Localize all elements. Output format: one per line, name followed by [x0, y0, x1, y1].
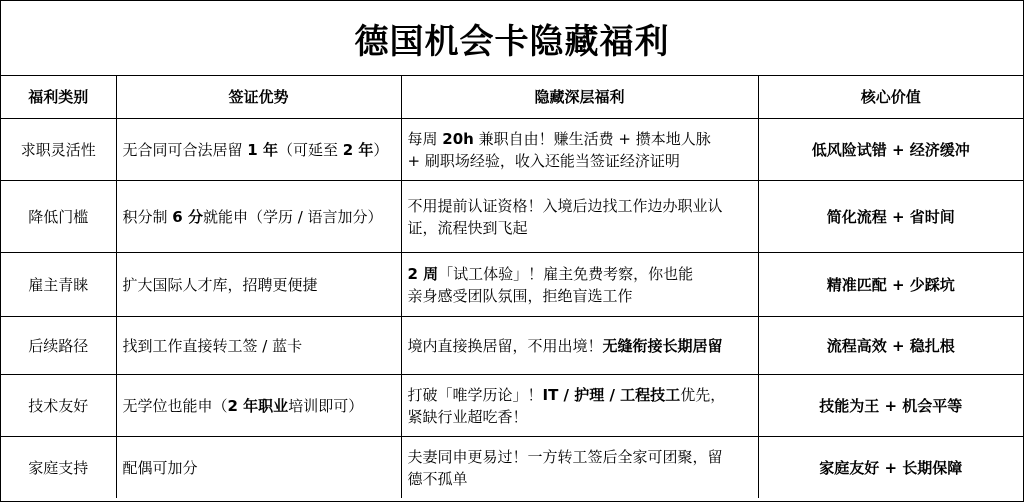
cell-hidden	[401, 317, 758, 375]
cell-hidden	[401, 437, 758, 499]
bold-text-segment: 20h	[442, 129, 474, 148]
bold-text-segment: 6 分	[172, 207, 203, 226]
text-segment: 亲身感受团队氛围，拒绝盲选工作	[407, 286, 633, 305]
bold-text-segment: 无缝衔接长期居留	[602, 336, 723, 355]
text-segment: 扩大国际人才库，招聘更便捷	[122, 275, 318, 294]
cell-core: 技能为王 + 机会平等	[758, 375, 1023, 437]
cell-type: 雇主青睐	[1, 253, 116, 317]
cell-advantage	[116, 181, 401, 253]
text-segment: 境内直接换居留，不用出境！	[407, 336, 603, 355]
cell-hidden	[401, 375, 758, 437]
cell-advantage	[116, 375, 401, 437]
header-hidden: 隐藏深层福利	[401, 76, 758, 119]
text-segment: 找到工作直接转工签 / 蓝卡	[122, 336, 303, 355]
cell-advantage	[116, 317, 401, 375]
table-row	[1, 119, 1023, 181]
table-header-row	[1, 76, 1023, 119]
cell-hidden	[401, 119, 758, 181]
header-core: 核心价值	[758, 76, 1023, 119]
text-segment: 每周	[407, 129, 443, 148]
text-segment: 积分制	[122, 207, 173, 226]
text-segment: 打破「唯学历论」！	[407, 385, 543, 404]
cell-type: 求职灵活性	[1, 119, 116, 181]
text-segment: 兼职自由！赚生活费 + 攒本地人脉	[473, 129, 711, 148]
table-row	[1, 437, 1023, 499]
cell-type: 家庭支持	[1, 437, 116, 499]
text-segment: 无学位也能申（	[122, 396, 228, 415]
text-segment: ）	[373, 140, 389, 159]
text-segment: 培训即可）	[288, 396, 364, 415]
cell-advantage	[116, 437, 401, 499]
benefits-table	[1, 76, 1023, 498]
cell-type: 后续路径	[1, 317, 116, 375]
cell-core: 低风险试错 + 经济缓冲	[758, 119, 1023, 181]
cell-type: 技术友好	[1, 375, 116, 437]
text-segment: 紧缺行业超吃香！	[407, 407, 528, 426]
text-segment: 优先，	[680, 385, 726, 404]
bold-text-segment: 2 年职业	[227, 396, 289, 415]
table-row	[1, 181, 1023, 253]
bold-text-segment: 1 年	[247, 140, 278, 159]
text-segment: 配偶可加分	[122, 458, 198, 477]
page-title: 德国机会卡隐藏福利	[1, 1, 1023, 76]
cell-core: 流程高效 + 稳扎根	[758, 317, 1023, 375]
text-segment: 无合同可合法居留	[122, 140, 248, 159]
header-advantage: 签证优势	[116, 76, 401, 119]
cell-hidden	[401, 253, 758, 317]
bold-text-segment: 2 周	[407, 264, 439, 283]
cell-hidden	[401, 181, 758, 253]
text-segment: 证，流程快到飞起	[407, 218, 528, 237]
cell-advantage	[116, 119, 401, 181]
cell-advantage	[116, 253, 401, 317]
table-row	[1, 317, 1023, 375]
text-segment: 德不孤单	[407, 469, 468, 488]
cell-core: 简化流程 + 省时间	[758, 181, 1023, 253]
header-type: 福利类别	[1, 76, 116, 119]
text-segment: + 刷职场经验，收入还能当签证经济证明	[407, 151, 680, 170]
cell-core: 家庭友好 + 长期保障	[758, 437, 1023, 499]
table-row	[1, 253, 1023, 317]
text-segment: 就能申（学历 / 语言加分）	[202, 207, 383, 226]
text-segment: 不用提前认证资格！入境后边找工作边办职业认	[407, 196, 723, 215]
table-row	[1, 375, 1023, 437]
text-segment: 夫妻同申更易过！一方转工签后全家可团聚，留	[407, 447, 723, 466]
bold-text-segment: 2 年	[342, 140, 374, 159]
bold-text-segment: IT / 护理 / 工程技工	[542, 385, 681, 404]
text-segment: （可延至	[277, 140, 343, 159]
text-segment: 「试工体验」！雇主免费考察，你也能	[438, 264, 694, 283]
cell-core: 精准匹配 + 少踩坑	[758, 253, 1023, 317]
cell-type: 降低门槛	[1, 181, 116, 253]
